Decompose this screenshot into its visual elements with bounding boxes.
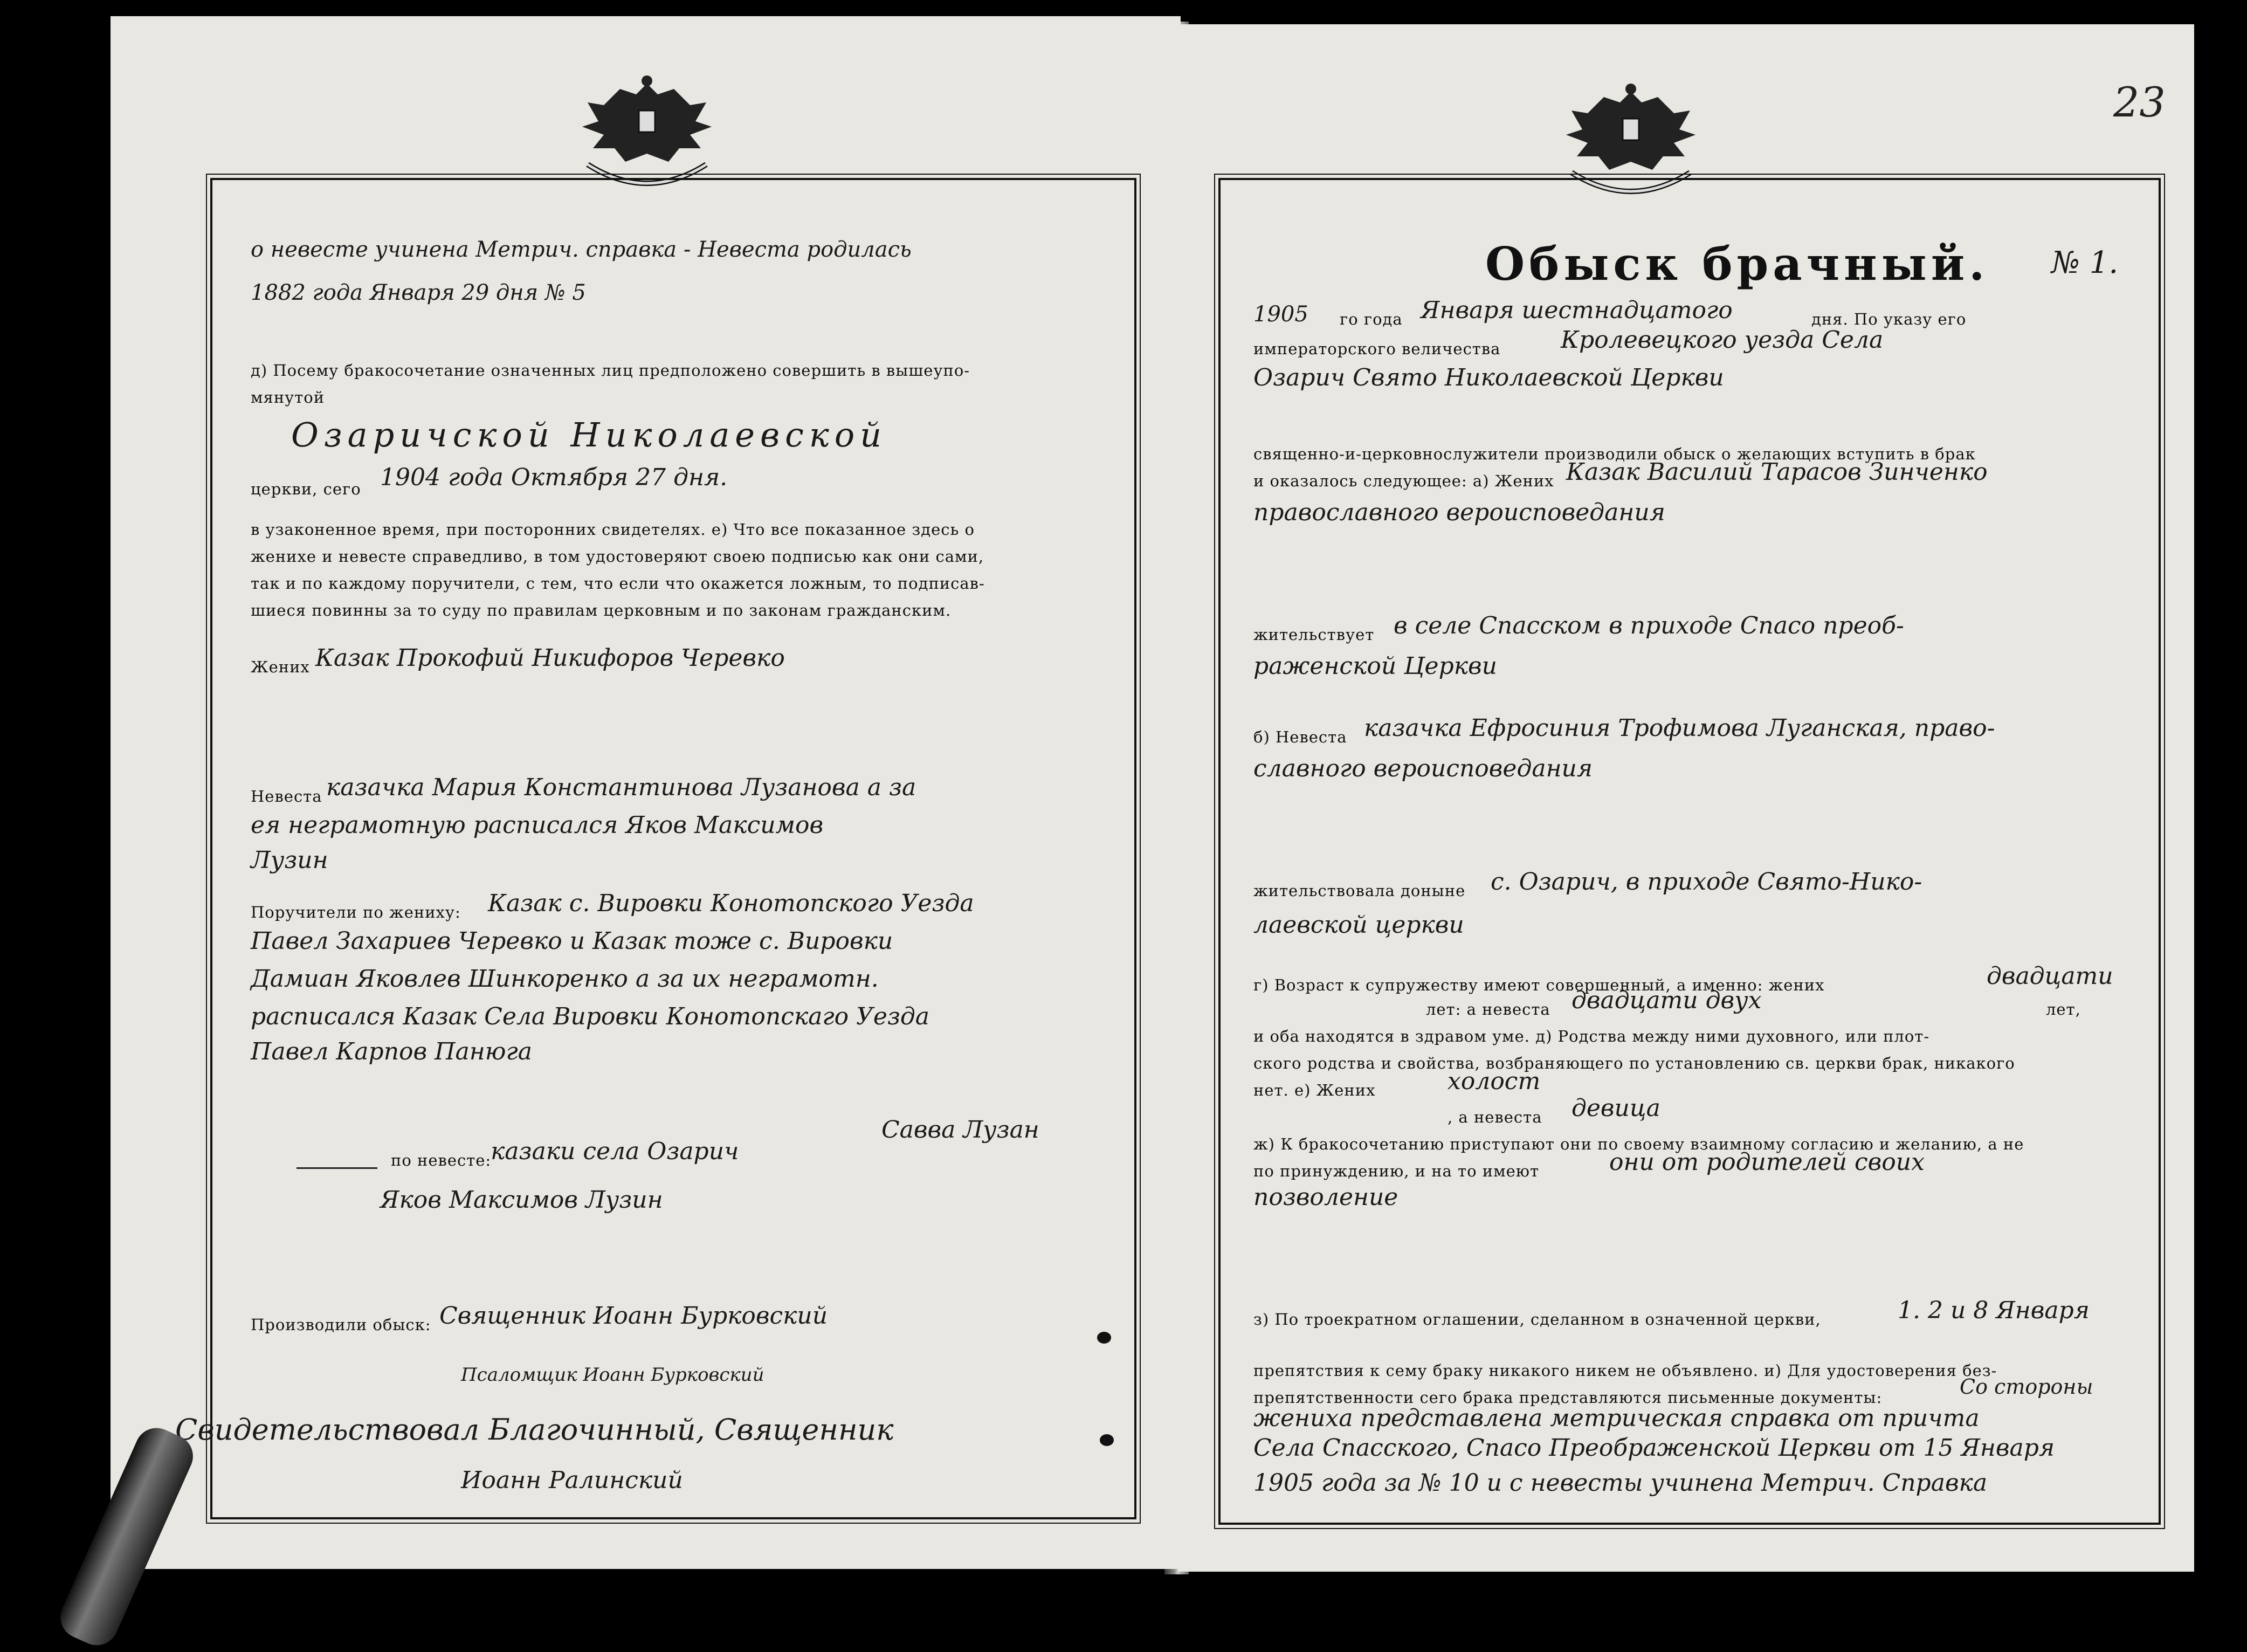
clergy-line: священно-и-церковнослужители производили обыск о желающих вступить в брак [1253, 445, 1976, 463]
documents-line: препятственности сего брака представляются письменные документы: [1253, 1388, 1883, 1407]
church-prefix: церкви, сего [251, 480, 361, 498]
status-line-print: нет. е) Жених [1253, 1081, 1376, 1099]
guarantors-groom-2: Павел Захариев Черевко и Казак тоже с. Вировки [251, 927, 893, 955]
line1-print-b: дня. По указу его [1811, 310, 1967, 328]
found-line-print: и оказалось следующее: а) Жених [1253, 472, 1554, 490]
guarantors-bride-2: Савва Лузан [881, 1116, 1039, 1144]
bride-status-print: , а невеста [1448, 1108, 1542, 1126]
bride-residence-1: с. Озарич, в приходе Свято-Нико- [1491, 868, 1922, 896]
ink-blot [1100, 1434, 1114, 1446]
age-line-2b: лет, [2046, 1000, 2081, 1018]
groom-religion: православного вероисповедания [1253, 499, 1665, 526]
top-note-line-2: 1882 года Января 29 дня № 5 [251, 280, 586, 305]
record-number: № 1. [2051, 245, 2119, 280]
bride-residence-label: жительствовала доныне [1253, 882, 1466, 900]
groom-age: двадцати [1987, 962, 2113, 990]
bride-label: б) Невеста [1253, 728, 1347, 746]
guarantors-bride-3: Яков Максимов Лузин [380, 1186, 663, 1214]
documents-1: Со стороны [1960, 1375, 2093, 1399]
parental-consent: они от родителей своих [1609, 1148, 1925, 1176]
groom-residence-1: в селе Спасском в приходе Спасо преоб- [1394, 612, 1904, 639]
impediment-line: препятствия к сему браку никакого никем не объявлено. и) Для удостоверения без- [1253, 1361, 1997, 1380]
section-d-text: д) Посему бракосочетание означенных лиц предположено совершить в вышеупо- [251, 361, 970, 380]
age-line-1: г) Возраст к супружеству имеют совершенный, а именно: жених [1253, 976, 1825, 994]
guarantors-groom-4: расписался Казак Села Вировки Конотопскаго Уезда [251, 1003, 930, 1030]
guarantors-bride-label: по невесте: [391, 1151, 492, 1169]
section-e-line-2: женихе и невесте справедливо, в том удостоверяют своею подписью как они сами, [251, 547, 984, 566]
left-page [111, 16, 1181, 1569]
guarantors-groom-label: Поручители по жениху: [251, 903, 461, 921]
guarantors-groom-3: Дамиан Яковлев Шинкоренко а за их неграмотн. [251, 965, 879, 993]
guarantors-groom-1: Казак с. Вировки Конотопского Уезда [488, 890, 974, 917]
wedding-date: 1904 года Октября 27 дня. [380, 464, 728, 491]
age-line-2a: лет: а невеста [1426, 1000, 1550, 1018]
conducted-signature-2: Псаломщик Иоанн Бурковский [461, 1364, 764, 1386]
documents-3: Села Спасского, Спасо Преображенской Церкви от 15 Января [1253, 1434, 2055, 1462]
line1-print-a: го года [1340, 310, 1403, 328]
line1-date: Января шестнадцатого [1421, 297, 1733, 324]
blank-line [297, 1167, 377, 1169]
groom-name: Казак Василий Тарасов Зинченко [1566, 458, 1988, 486]
certified-signature-2: Иоанн Ралинский [461, 1467, 683, 1494]
bride-signature-1: казачка Мария Константинова Лузанова а за [326, 774, 916, 801]
bride-signature-3: Лузин [251, 846, 328, 874]
line2-print: императорского величества [1253, 340, 1501, 358]
top-note-line-1: о невесте учинена Метрич. справка - Невеста родилась [251, 237, 912, 262]
section-e-line-3: так и по каждому поручители, с тем, что если что окажется ложным, то подписав- [251, 574, 985, 593]
health-line: и оба находятся в здравом уме. д) Родства между ними духовного, или плот- [1253, 1027, 1930, 1045]
line2-place: Кролевецкого уезда Села [1561, 326, 1884, 354]
kinship-line: ского родства и свойства, возбраняющего по установлению св. церкви брак, никакого [1253, 1054, 2015, 1072]
line3-church: Озарич Свято Николаевской Церкви [1253, 364, 1724, 391]
bride-age: двадцати двух [1571, 987, 1762, 1014]
page-number: 23 [2113, 78, 2166, 126]
bride-status: девица [1571, 1095, 1660, 1122]
groom-residence-2: раженской Церкви [1253, 652, 1497, 680]
bride-religion: славного вероисповедания [1253, 755, 1593, 782]
document-title: Обыск брачный. [1485, 237, 1989, 291]
conducted-signature-1: Священник Иоанн Бурковский [439, 1302, 828, 1330]
section-e-line-4: шиеся повинны за то суду по правилам церковным и по законам гражданским. [251, 601, 952, 620]
bride-label: Невеста [251, 787, 322, 806]
guarantors-bride-1: казаки села Озарич [491, 1138, 739, 1165]
ink-blot [1097, 1332, 1111, 1344]
residence-label: жительствует [1253, 625, 1375, 644]
groom-status: холост [1448, 1068, 1541, 1095]
documents-2: жениха представлена метрическая справка от причта [1253, 1405, 1980, 1432]
parental-consent-2: позволение [1253, 1183, 1398, 1211]
guarantors-groom-5: Павел Карпов Панюга [251, 1038, 532, 1065]
church-name: Озаричской Николаевской [291, 415, 887, 455]
groom-label: Жених [251, 658, 310, 676]
certified-signature-1: Свидетельствовал Благочинный, Священник [175, 1413, 894, 1447]
consent-line-1: ж) К бракосочетанию приступают они по своему взаимному согласию и желанию, а не [1253, 1135, 2024, 1153]
bride-residence-2: лаевской церкви [1253, 911, 1464, 939]
record-year: 1905 [1253, 302, 1308, 327]
section-e-line-1: в узаконенное время, при посторонних свидетелях. е) Что все показанное здесь о [251, 520, 975, 539]
consent-line-2: по принуждению, и на то имеют [1253, 1162, 1540, 1180]
bride-signature-2: ея неграмотную расписался Яков Максимов [251, 811, 824, 839]
right-page [1178, 24, 2194, 1572]
conducted-label: Производили обыск: [251, 1316, 431, 1334]
banns-dates: 1. 2 и 8 Января [1898, 1297, 2090, 1324]
banns-line: з) По троекратном оглашении, сделанном в означенной церкви, [1253, 1310, 1821, 1329]
bride-name: казачка Ефросиния Трофимова Луганская, право- [1364, 714, 1995, 742]
groom-signature: Казак Прокофий Никифоров Черевко [315, 644, 785, 672]
section-d-text-2: мянутой [251, 388, 325, 407]
documents-4: 1905 года за № 10 и с невесты учинена Метрич. Справка [1253, 1469, 1988, 1497]
